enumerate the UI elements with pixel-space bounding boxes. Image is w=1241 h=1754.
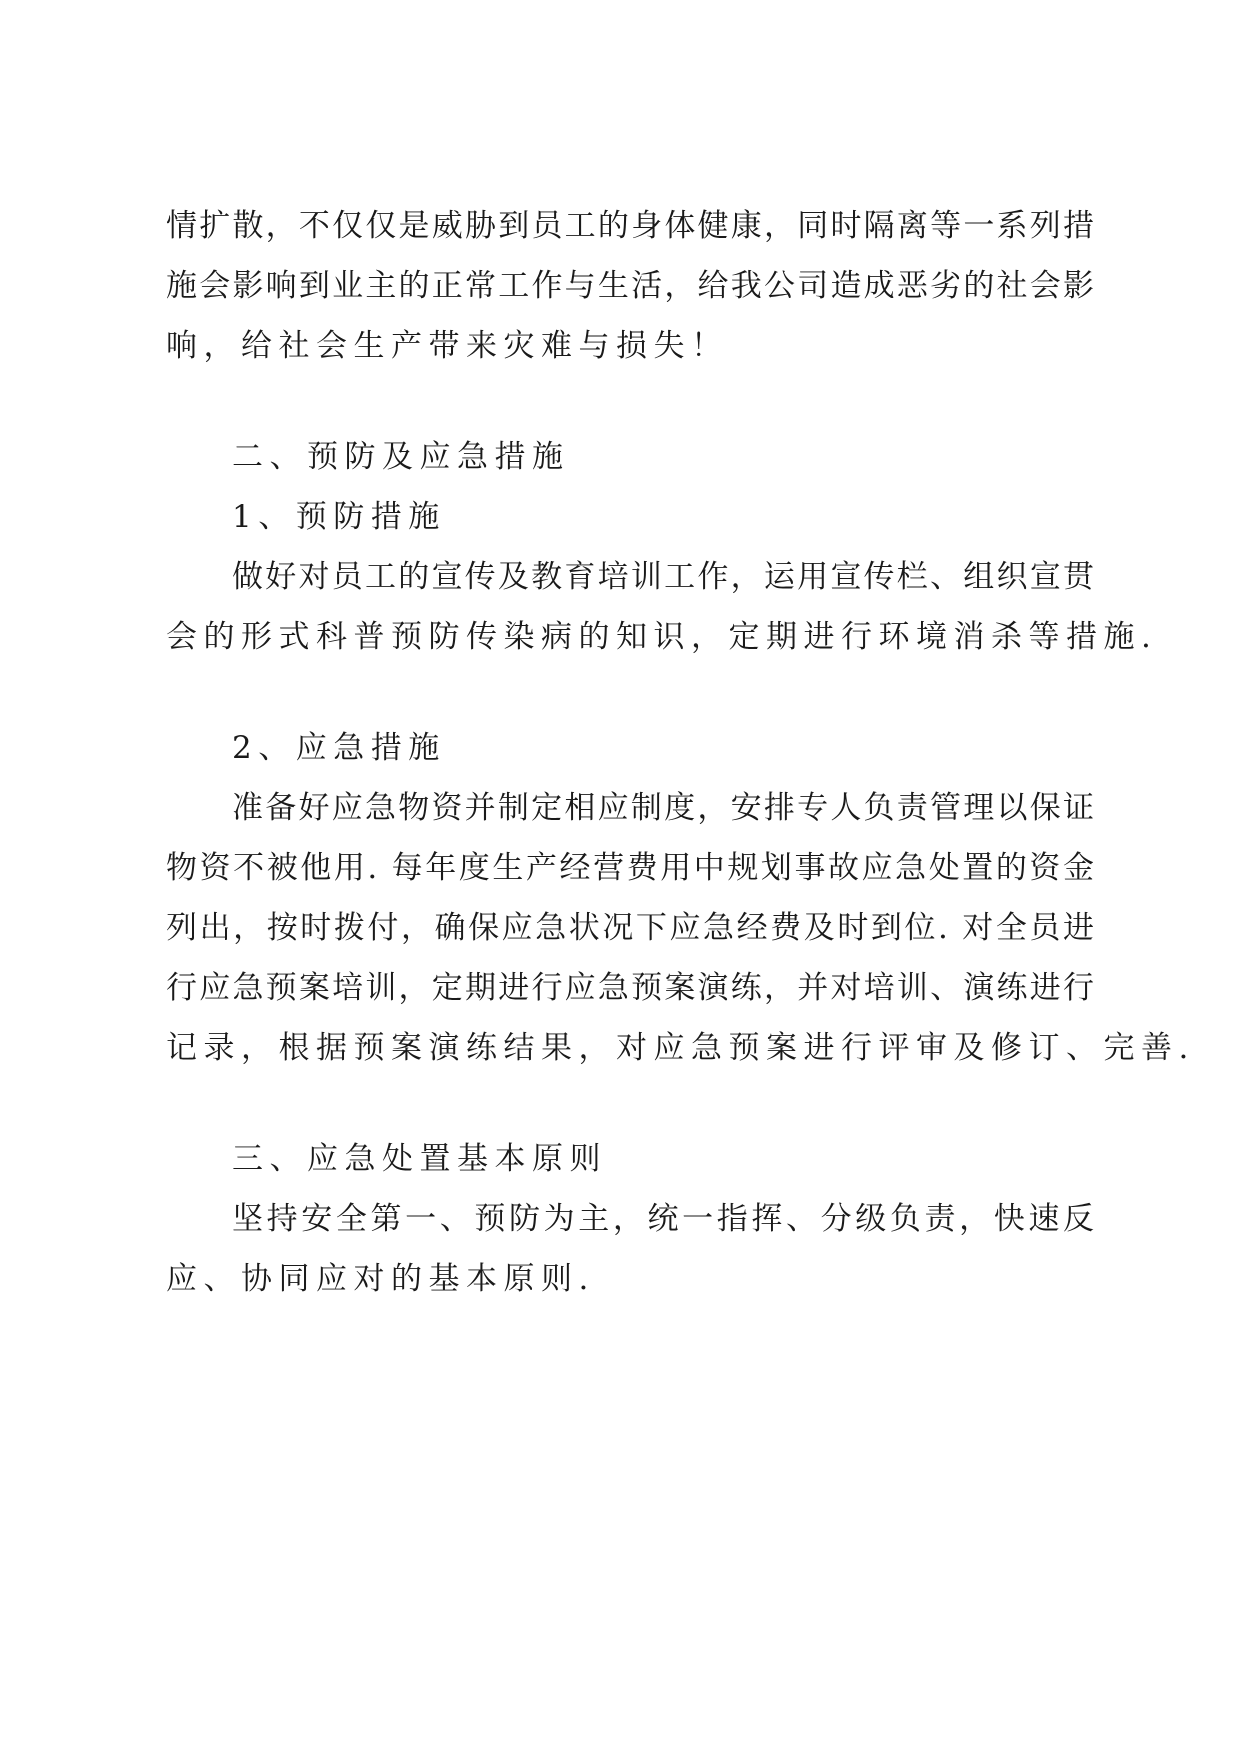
paragraph-line: 坚持安全第一、预防为主，统一指挥、分级负责，快速反 — [232, 1201, 1096, 1237]
paragraph-line: 行应急预案培训，定期进行应急预案演练，并对培训、演练进行 — [166, 970, 1096, 1006]
paragraph-line: 响，给社会生产带来灾难与损失！ — [166, 328, 729, 364]
paragraph-line: 准备好应急物资并制定相应制度，安排专人负责管理以保证 — [232, 790, 1096, 826]
paragraph-line: 应、协同应对的基本原则. — [166, 1261, 595, 1297]
paragraph-line: 情扩散，不仅仅是威胁到员工的身体健康，同时隔离等一系列措 — [166, 208, 1096, 244]
section-heading: 三、应急处置基本原则 — [232, 1141, 607, 1177]
subsection-heading: 1、预防措施 — [232, 499, 446, 535]
paragraph-line: 记录，根据预案演练结果，对应急预案进行评审及修订、完善. — [166, 1030, 1195, 1066]
paragraph-line: 列出，按时拨付，确保应急状况下应急经费及时到位. 对全员进 — [166, 910, 1096, 946]
section-heading: 二、预防及应急措施 — [232, 439, 570, 475]
paragraph-line: 会的形式科普预防传染病的知识，定期进行环境消杀等措施. — [166, 619, 1158, 655]
paragraph-line: 做好对员工的宣传及教育培训工作，运用宣传栏、组织宣贯 — [232, 559, 1096, 595]
subsection-heading: 2、应急措施 — [232, 730, 446, 766]
paragraph-line: 施会影响到业主的正常工作与生活，给我公司造成恶劣的社会影 — [166, 268, 1096, 304]
paragraph-line: 物资不被他用. 每年度生产经营费用中规划事故应急处置的资金 — [166, 850, 1096, 886]
